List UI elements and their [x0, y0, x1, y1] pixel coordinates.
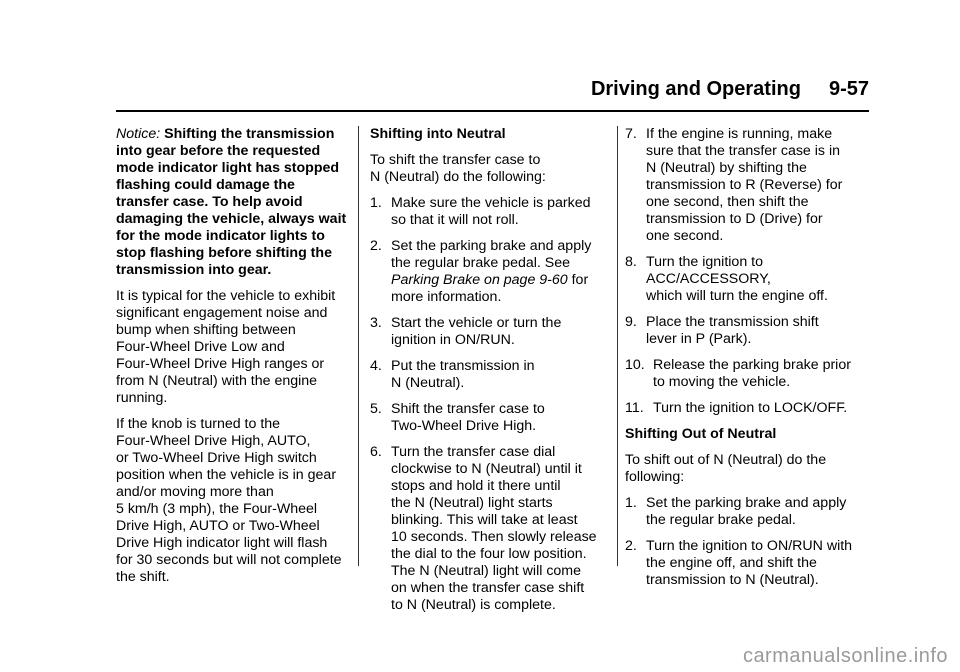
- intro-shift-to-neutral: To shift the transfer case to N (Neutral) do the following:: [370, 152, 546, 185]
- step-text: Release the parking brake prior to moving the vehicle.: [653, 357, 851, 390]
- step-number: 9.: [625, 314, 637, 330]
- step-number: 2.: [625, 538, 637, 554]
- step-number: 4.: [370, 358, 382, 374]
- step-text: Turn the ignition to LOCK/OFF.: [653, 400, 848, 416]
- section-title: Driving and Operating: [590, 78, 801, 100]
- column-1: [116, 126, 352, 595]
- intro-shift-out-of-neutral: To shift out of N (Neutral) do the following:: [625, 452, 827, 485]
- list-item: [370, 195, 606, 229]
- list-item: [625, 314, 869, 348]
- paragraph-knob-turned: If the knob is turned to the Four‑Wheel Drive High, AUTO, or Two‑Wheel Drive High switch position when the vehicle is in gear and/or moving more than 5 km/h (3 mph), the Four‑Wheel Drive High, AUTO or Two‑Wheel Drive High indicator light will flash for 30 seconds but will not complete the shift.: [116, 416, 342, 585]
- heading-shifting-out-of-neutral: Shifting Out of Neutral: [625, 426, 777, 442]
- list-item: [370, 238, 606, 306]
- step-number: 5.: [370, 401, 382, 417]
- list-item: [625, 400, 869, 417]
- step-text: Shift the transfer case to Two‑Wheel Drive High.: [391, 401, 545, 434]
- step-number: 8.: [625, 254, 637, 270]
- list-item: [370, 358, 606, 392]
- step-number: 1.: [370, 195, 382, 211]
- column-divider-1: [358, 126, 359, 566]
- list-item: [625, 357, 869, 391]
- list-item: [625, 495, 869, 529]
- notice-paragraph: [116, 126, 352, 279]
- step-number: 6.: [370, 444, 382, 460]
- step-text: Turn the transfer case dial clockwise to N (Neutral) until it stops and hold it there until the N (Neutral) light starts blinking. This will take at least 10 seconds. Then slowly release the dial to the four low position. The N (Neutral) light will come on when the transfer case shift to N (Neutral) is complete.: [391, 444, 597, 613]
- step-text: Make sure the vehicle is parked so that it will not roll.: [391, 195, 591, 228]
- step-text: Set the parking brake and apply the regular brake pedal.: [646, 495, 847, 528]
- column-3: [625, 126, 869, 598]
- header-rule: [116, 110, 869, 112]
- page-header: [0, 78, 869, 108]
- step-text: If the engine is running, make sure that the transfer case is in N (Neutral) by shifting the transmission to R (Reverse) for one second, then shift the transmission to D (Drive) for one second.: [646, 126, 843, 244]
- step-text: Start the vehicle or turn the ignition in ON/RUN.: [391, 315, 562, 348]
- step-text: Turn the ignition to ACC/ACCESSORY, which will turn the engine off.: [646, 254, 828, 304]
- step-number: 1.: [625, 495, 637, 511]
- list-item: [625, 126, 869, 245]
- step-text: [391, 238, 606, 306]
- step-number: 2.: [370, 238, 382, 254]
- column-2: [370, 126, 606, 623]
- list-item: [370, 444, 606, 614]
- cross-reference-link[interactable]: Parking Brake on page 9‑60: [391, 272, 568, 288]
- notice-text: Shifting the transmission into gear before the requested mode indicator light has stopped flashing could damage the transfer case. To help avoid damaging the vehicle, always wait for the mode indicator lights to stop flashing before shifting the transmission into gear.: [116, 126, 347, 278]
- step-text: Put the transmission in N (Neutral).: [391, 358, 535, 391]
- page-number: 9-57: [828, 78, 869, 100]
- step-text-part: for more information.: [391, 272, 589, 305]
- watermark: carmanualsonline.info: [742, 645, 948, 667]
- step-number: 10.: [625, 357, 645, 373]
- step-number: 11.: [625, 400, 644, 416]
- step-number: 7.: [625, 126, 637, 142]
- step-text: Place the transmission shift lever in P (Park).: [646, 314, 819, 347]
- step-text-part: Set the parking brake and apply the regular brake pedal. See: [391, 238, 592, 271]
- list-item: [370, 315, 606, 349]
- step-number: 3.: [370, 315, 382, 331]
- notice-label: Notice:: [116, 126, 161, 142]
- step-text: Turn the ignition to ON/RUN with the engine off, and shift the transmission to N (Neutral).: [646, 538, 853, 588]
- column-divider-2: [617, 126, 618, 566]
- paragraph-engagement-noise: It is typical for the vehicle to exhibit significant engagement noise and bump when shifting between Four‑Wheel Drive Low and Four‑Wheel Drive High ranges or from N (Neutral) with the engine running.: [116, 288, 336, 406]
- list-item: [625, 538, 869, 589]
- list-item: [625, 254, 869, 305]
- heading-shifting-into-neutral: Shifting into Neutral: [370, 126, 506, 142]
- list-item: [370, 401, 606, 435]
